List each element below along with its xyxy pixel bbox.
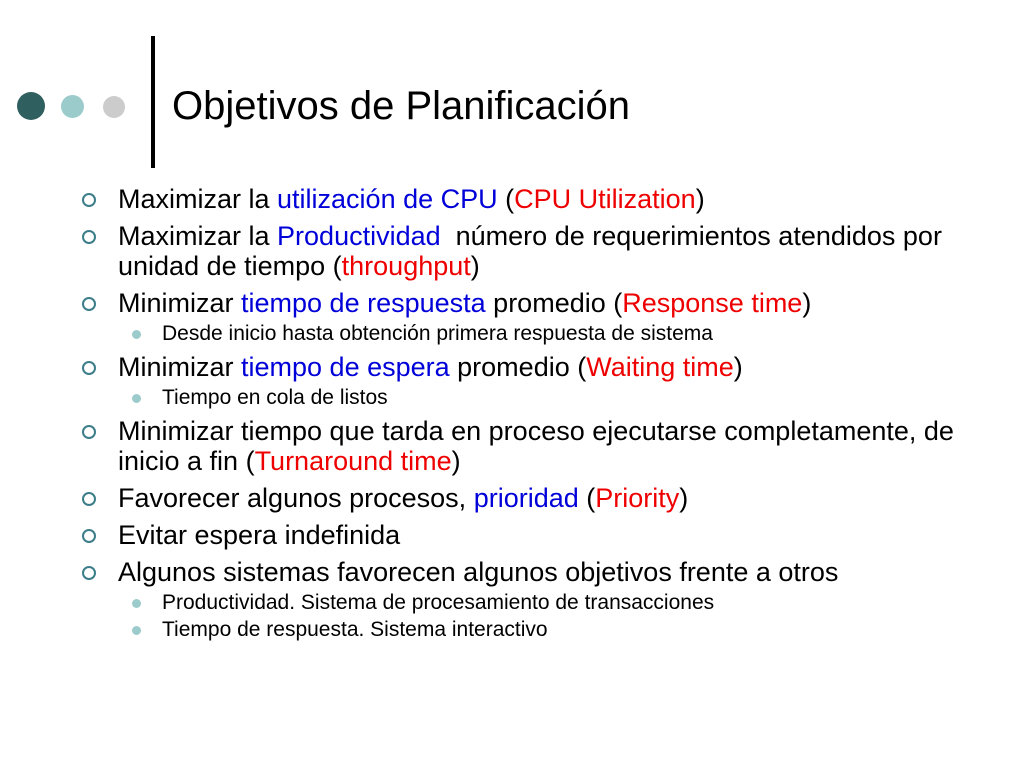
ring-bullet-icon bbox=[82, 297, 96, 311]
ring-bullet-icon bbox=[82, 361, 96, 375]
decor-dot-teal bbox=[61, 95, 84, 118]
bullet-response-time: Minimizar tiempo de respuesta promedio (Response time) bbox=[82, 288, 982, 318]
bullet-waiting-time: Minimizar tiempo de espera promedio (Waiting time) bbox=[82, 352, 982, 382]
bullet-turnaround-time: Minimizar tiempo que tarda en proceso ejecutarse completamente, de inicio a fin (Turnaround time) bbox=[82, 416, 982, 476]
ring-bullet-icon bbox=[82, 230, 96, 244]
dot-bullet-icon bbox=[132, 599, 141, 608]
bullet-starvation: Evitar espera indefinida bbox=[82, 520, 982, 550]
ring-bullet-icon bbox=[82, 193, 96, 207]
decor-dot-gray bbox=[103, 96, 125, 118]
subbullet-waiting-time: Tiempo en cola de listos bbox=[82, 385, 982, 411]
bullet-tradeoffs: Algunos sistemas favorecen algunos objetivos frente a otros bbox=[82, 557, 982, 587]
bullet-list bbox=[82, 184, 982, 648]
bullet-throughput: Maximizar la Productividad número de requerimientos atendidos por unidad de tiempo (throughput) bbox=[82, 221, 982, 281]
ring-bullet-icon bbox=[82, 566, 96, 580]
decor-dot-dark bbox=[17, 92, 45, 120]
subbullet-response-time: Desde inicio hasta obtención primera respuesta de sistema bbox=[82, 321, 982, 347]
title-divider bbox=[151, 36, 155, 168]
dot-bullet-icon bbox=[132, 330, 141, 339]
bullet-priority: Favorecer algunos procesos, prioridad (Priority) bbox=[82, 483, 982, 513]
dot-bullet-icon bbox=[132, 394, 141, 403]
ring-bullet-icon bbox=[82, 529, 96, 543]
bullet-cpu-utilization: Maximizar la utilización de CPU (CPU Utilization) bbox=[82, 184, 982, 214]
subbullet-transactions: Productividad. Sistema de procesamiento de transacciones bbox=[82, 590, 982, 616]
dot-bullet-icon bbox=[132, 626, 141, 635]
ring-bullet-icon bbox=[82, 425, 96, 439]
ring-bullet-icon bbox=[82, 492, 96, 506]
slide-title: Objetivos de Planificación bbox=[172, 84, 631, 128]
subbullet-interactive: Tiempo de respuesta. Sistema interactivo bbox=[82, 617, 982, 643]
